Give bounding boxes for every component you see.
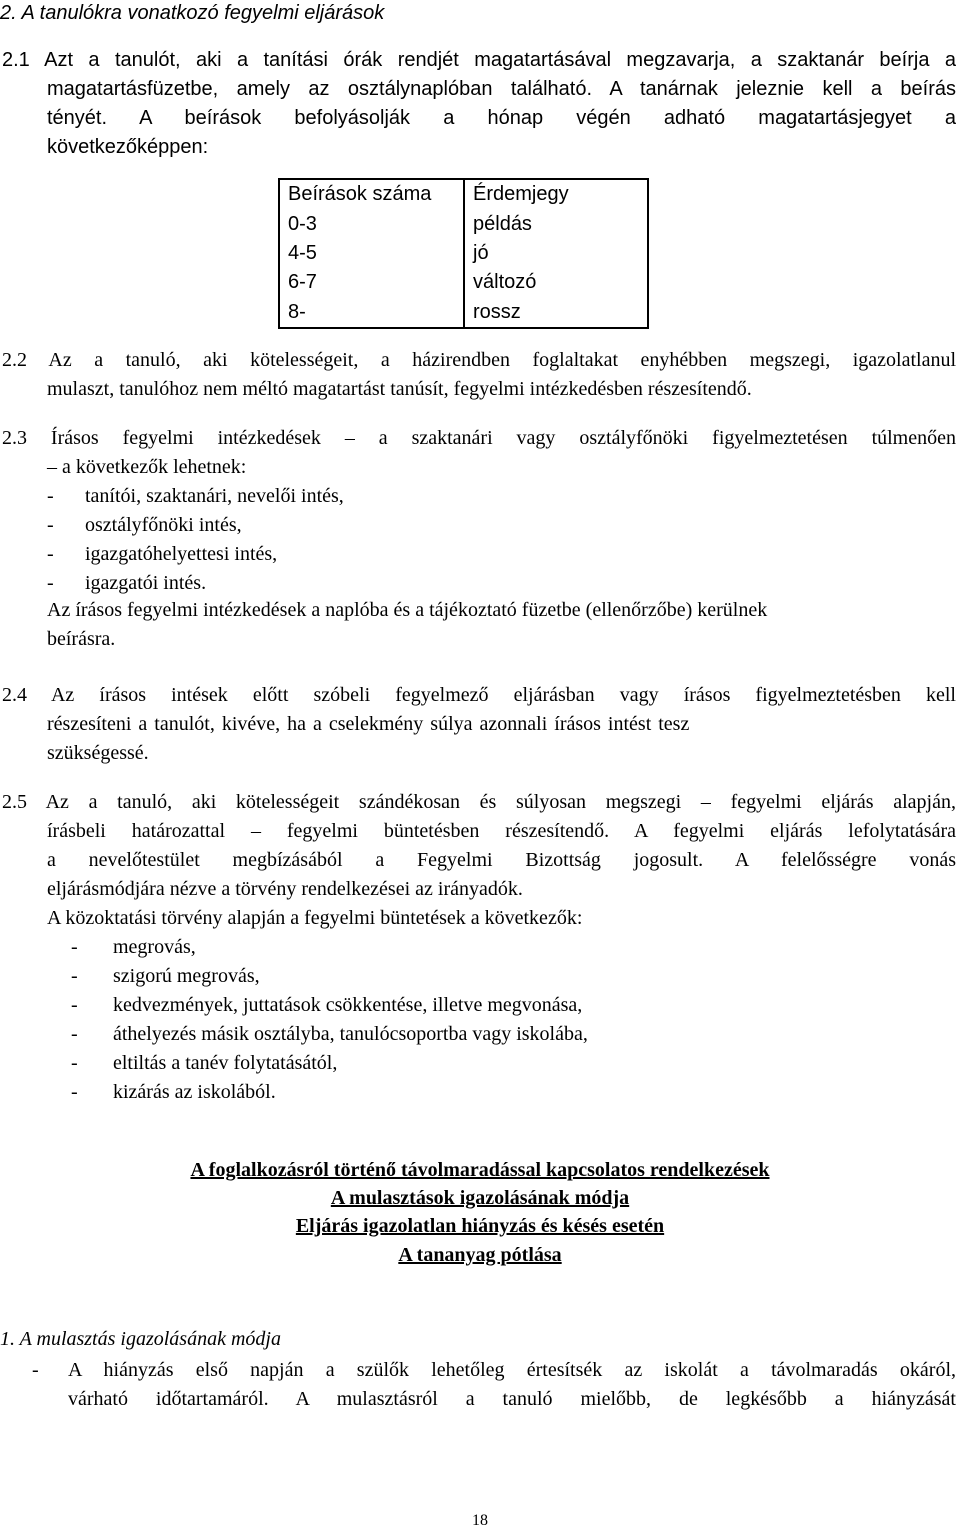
table-row bbox=[279, 239, 648, 268]
paragraph-line: 2.2 Az a tanuló, aki kötelességeit, a házirendben foglaltakat enyhébben megszegi, igazolatlanul bbox=[2, 349, 956, 371]
table-cell: példás bbox=[464, 209, 648, 238]
paragraph-line: 2.3 Írásos fegyelmi intézkedések – a szaktanári vagy osztályfőnöki figyelmeztetésen túlmenően bbox=[2, 427, 956, 449]
list-bullet: - bbox=[47, 543, 54, 565]
table-cell: jó bbox=[464, 239, 648, 268]
paragraph-line: 2.4 Az írásos intések előtt szóbeli fegyelmező eljárásban vagy írásos figyelmeztetésben kell bbox=[2, 684, 956, 706]
list-bullet: - bbox=[47, 485, 54, 507]
page-number: 18 bbox=[472, 1512, 488, 1529]
list-item: osztályfőnöki intés, bbox=[85, 514, 242, 536]
list-item: eltiltás a tanév folytatásától, bbox=[113, 1052, 338, 1074]
list-bullet: - bbox=[71, 965, 78, 987]
chapter-heading: A tananyag pótlása bbox=[398, 1244, 562, 1266]
table-cell: rossz bbox=[464, 298, 648, 328]
paragraph-line: eljárásmódjára nézve a törvény rendelkezései az irányadók. bbox=[47, 878, 523, 900]
table-header-cell: Érdemjegy bbox=[464, 179, 648, 209]
list-bullet: - bbox=[47, 514, 54, 536]
table-header-cell: Beírások száma bbox=[279, 179, 464, 209]
list-item: szigorú megrovás, bbox=[113, 965, 260, 987]
list-bullet: - bbox=[71, 1023, 78, 1045]
paragraph-line: mulaszt, tanulóhoz nem méltó magatartást tanúsít, fegyelmi intézkedésben részesítendő. bbox=[47, 378, 752, 400]
paragraph-line: várható időtartamáról. A mulasztásról a tanuló mielőbb, de legkésőbb a hiányzását bbox=[68, 1388, 956, 1410]
table-cell: 8- bbox=[279, 298, 464, 328]
paragraph-line: beírásra. bbox=[47, 628, 116, 650]
paragraph-line: 2.5 Az a tanuló, aki kötelességeit szándékosan és súlyosan megszegi – fegyelmi eljárás alapján, bbox=[2, 791, 956, 813]
list-bullet: - bbox=[71, 994, 78, 1016]
table-cell: 4-5 bbox=[279, 239, 464, 268]
list-item: kedvezmények, juttatások csökkentése, illetve megvonása, bbox=[113, 994, 583, 1016]
table-row bbox=[279, 298, 648, 328]
list-item: igazgatói intés. bbox=[85, 572, 207, 594]
table-row bbox=[279, 268, 648, 297]
table-header-row bbox=[279, 179, 648, 209]
paragraph-line: a nevelőtestület megbízásából a Fegyelmi Bizottság jogosult. A felelősségre vonás bbox=[47, 849, 956, 871]
paragraph-line: tényét. A beírások befolyásolják a hónap végén adható magatartásjegyet a bbox=[47, 107, 956, 129]
table-cell: 0-3 bbox=[279, 209, 464, 238]
chapter-heading: A foglalkozásról történő távolmaradással kapcsolatos rendelkezések bbox=[190, 1159, 770, 1181]
grade-table bbox=[278, 178, 649, 329]
table-row bbox=[279, 209, 648, 238]
list-bullet: - bbox=[47, 572, 54, 594]
section-heading: 2. A tanulókra vonatkozó fegyelmi eljárások bbox=[0, 2, 385, 24]
paragraph-line: szükségessé. bbox=[47, 742, 149, 764]
paragraph-line: 2.1 Azt a tanulót, aki a tanítási órák rendjét magatartásával megzavarja, a szaktanár beírja a bbox=[2, 49, 956, 71]
paragraph-line: magatartásfüzetbe, amely az osztálynaplóban található. A tanárnak jeleznie kell a beírás bbox=[47, 78, 956, 100]
paragraph-line: részesíteni a tanulót, kivéve, ha a cselekmény súlya azonnali írásos intést tesz bbox=[47, 713, 690, 735]
paragraph-line: írásbeli határozattal – fegyelmi büntetésben részesítendő. A fegyelmi eljárás lefolytatására bbox=[47, 820, 956, 842]
table-cell: változó bbox=[464, 268, 648, 297]
list-item: igazgatóhelyettesi intés, bbox=[85, 543, 278, 565]
list-item: áthelyezés másik osztályba, tanulócsoportba vagy iskolába, bbox=[113, 1023, 588, 1045]
paragraph-line: A közoktatási törvény alapján a fegyelmi büntetések a következők: bbox=[47, 907, 583, 929]
list-bullet: - bbox=[71, 1052, 78, 1074]
paragraph-line: Az írásos fegyelmi intézkedések a naplóba és a tájékoztató füzetbe (ellenőrzőbe) kerülnek bbox=[47, 599, 768, 621]
paragraph-line: A hiányzás első napján a szülők lehetőleg értesítsék az iskolát a távolmaradás okáról, bbox=[68, 1359, 956, 1381]
paragraph-line: következőképpen: bbox=[47, 136, 209, 158]
section-heading: 1. A mulasztás igazolásának módja bbox=[0, 1328, 281, 1350]
list-bullet: - bbox=[71, 936, 78, 958]
list-item: tanítói, szaktanári, nevelői intés, bbox=[85, 485, 344, 507]
list-item: kizárás az iskolából. bbox=[113, 1081, 276, 1103]
chapter-heading: Eljárás igazolatlan hiányzás és késés esetén bbox=[295, 1215, 665, 1237]
table-cell: 6-7 bbox=[279, 268, 464, 297]
list-bullet: - bbox=[71, 1081, 78, 1103]
paragraph-line: – a következők lehetnek: bbox=[47, 456, 247, 478]
list-item: megrovás, bbox=[113, 936, 196, 958]
list-bullet: - bbox=[32, 1359, 39, 1381]
chapter-heading: A mulasztások igazolásának módja bbox=[330, 1187, 630, 1209]
